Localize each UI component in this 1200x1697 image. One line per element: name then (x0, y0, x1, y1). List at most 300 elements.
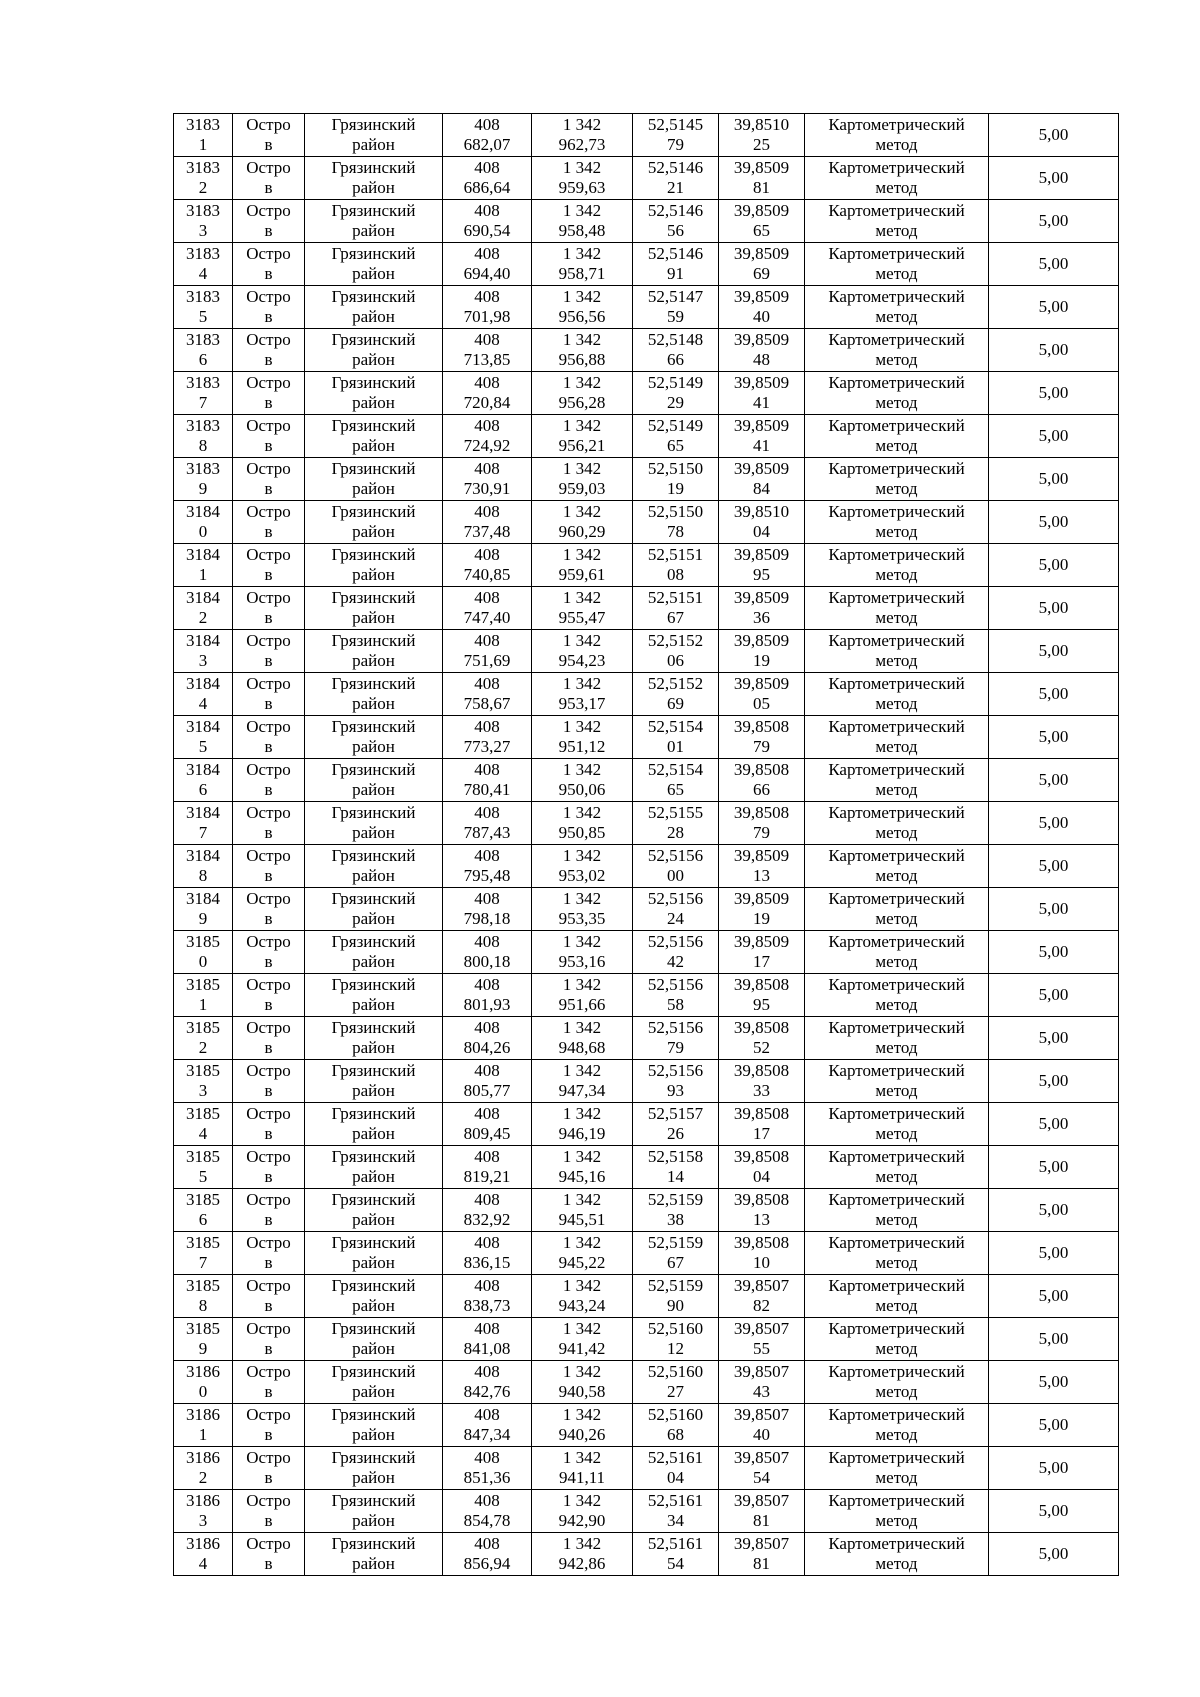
coord-x-cell (443, 1232, 532, 1275)
object-name-line: Остро (246, 717, 291, 736)
coord-x-cell (443, 1146, 532, 1189)
method-cell (805, 1017, 989, 1060)
table-row (174, 587, 1119, 630)
coord-y-cell (532, 1490, 633, 1533)
latitude-line: 14 (667, 1167, 684, 1186)
point-number-line: 3185 (186, 1018, 220, 1037)
longitude-cell (719, 544, 805, 587)
method-line: Картометрический (828, 1362, 965, 1381)
point-number-line: 6 (198, 1210, 208, 1229)
object-name-line: в (264, 479, 273, 498)
accuracy-value: 5,00 (1038, 125, 1069, 144)
coord-y-line: 1 342 (562, 1448, 602, 1467)
object-name-line: Остро (246, 631, 291, 650)
coord-x-line: 787,43 (463, 823, 511, 842)
accuracy-value: 5,00 (1038, 727, 1069, 746)
coord-y-line: 1 342 (562, 1018, 602, 1037)
coord-x-cell (443, 630, 532, 673)
method-cell (805, 1275, 989, 1318)
object-name-cell (233, 759, 305, 802)
longitude-cell (719, 1533, 805, 1576)
point-number-line: 3184 (186, 631, 220, 650)
method-line: метод (875, 1081, 918, 1100)
district-line: район (352, 221, 395, 240)
latitude-line: 52,5158 (647, 1147, 704, 1166)
latitude-cell (633, 1275, 719, 1318)
longitude-cell (719, 974, 805, 1017)
object-name-line: в (264, 1382, 273, 1401)
table-row (174, 372, 1119, 415)
district-line: Грязинский (331, 717, 416, 736)
longitude-line: 39,8510 (733, 115, 790, 134)
longitude-line: 81 (753, 1554, 770, 1573)
point-number-line: 3186 (186, 1448, 220, 1467)
coord-y-cell (532, 1361, 633, 1404)
latitude-cell (633, 329, 719, 372)
accuracy-value: 5,00 (1038, 1028, 1069, 1047)
longitude-line: 36 (753, 608, 770, 627)
object-name-line: в (264, 1554, 273, 1573)
point-number-line: 3 (198, 221, 208, 240)
method-line: метод (875, 780, 918, 799)
latitude-cell (633, 372, 719, 415)
latitude-cell (633, 1533, 719, 1576)
table-row (174, 888, 1119, 931)
longitude-line: 04 (753, 522, 770, 541)
document-page (173, 113, 1119, 1576)
point-number-line: 3186 (186, 1405, 220, 1424)
object-name-line: в (264, 178, 273, 197)
accuracy-cell (989, 157, 1119, 200)
method-line: метод (875, 565, 918, 584)
method-line: метод (875, 651, 918, 670)
method-cell (805, 372, 989, 415)
longitude-cell (719, 1060, 805, 1103)
table-row (174, 630, 1119, 673)
object-name-line: Остро (246, 373, 291, 392)
longitude-line: 05 (753, 694, 770, 713)
longitude-line: 39,8508 (733, 1104, 790, 1123)
coord-y-cell (532, 1060, 633, 1103)
point-number-line: 8 (198, 436, 208, 455)
district-cell (305, 1490, 443, 1533)
object-name-cell (233, 630, 305, 673)
object-name-cell (233, 974, 305, 1017)
object-name-line: в (264, 1038, 273, 1057)
longitude-line: 39,8509 (733, 545, 790, 564)
point-number-line: 3184 (186, 846, 220, 865)
coord-y-cell (532, 372, 633, 415)
object-name-cell (233, 415, 305, 458)
coord-y-cell (532, 802, 633, 845)
point-number-line: 5 (198, 1167, 208, 1186)
method-line: Картометрический (828, 115, 965, 134)
coord-y-line: 1 342 (562, 1276, 602, 1295)
longitude-line: 82 (753, 1296, 770, 1315)
method-line: Картометрический (828, 1104, 965, 1123)
point-number-line: 7 (198, 1253, 208, 1272)
longitude-line: 39,8509 (733, 846, 790, 865)
point-number-line: 3183 (186, 287, 220, 306)
accuracy-value: 5,00 (1038, 942, 1069, 961)
coord-y-cell (532, 1404, 633, 1447)
accuracy-cell (989, 1490, 1119, 1533)
point-number-line: 1 (198, 565, 208, 584)
coord-x-line: 408 (474, 932, 500, 951)
coord-x-cell (443, 1017, 532, 1060)
latitude-line: 67 (667, 608, 684, 627)
longitude-line: 39,8508 (733, 1147, 790, 1166)
object-name-cell (233, 114, 305, 157)
point-number-cell (174, 286, 233, 329)
district-line: район (352, 1038, 395, 1057)
longitude-line: 13 (753, 866, 770, 885)
district-cell (305, 1103, 443, 1146)
coord-y-cell (532, 1275, 633, 1318)
longitude-line: 39,8509 (733, 416, 790, 435)
district-line: Грязинский (331, 373, 416, 392)
point-number-cell (174, 1533, 233, 1576)
district-cell (305, 415, 443, 458)
method-line: Картометрический (828, 631, 965, 650)
coord-y-line: 945,51 (558, 1210, 606, 1229)
district-line: район (352, 1425, 395, 1444)
latitude-cell (633, 1447, 719, 1490)
coord-x-line: 408 (474, 1491, 500, 1510)
district-line: Грязинский (331, 1190, 416, 1209)
table-row (174, 1404, 1119, 1447)
object-name-cell (233, 1533, 305, 1576)
coord-y-line: 956,56 (558, 307, 606, 326)
point-number-cell (174, 1404, 233, 1447)
method-cell (805, 329, 989, 372)
point-number-line: 3185 (186, 1061, 220, 1080)
point-number-line: 3 (198, 651, 208, 670)
method-cell (805, 716, 989, 759)
method-cell (805, 1404, 989, 1447)
object-name-line: Остро (246, 1061, 291, 1080)
point-number-cell (174, 114, 233, 157)
latitude-line: 52,5160 (647, 1405, 704, 1424)
object-name-line: Остро (246, 416, 291, 435)
latitude-line: 52,5160 (647, 1362, 704, 1381)
longitude-line: 39,8507 (733, 1491, 790, 1510)
latitude-line: 24 (667, 909, 684, 928)
coord-y-line: 959,63 (558, 178, 606, 197)
object-name-line: Остро (246, 674, 291, 693)
coord-y-line: 945,16 (558, 1167, 606, 1186)
method-line: Картометрический (828, 287, 965, 306)
coord-x-line: 408 (474, 1233, 500, 1252)
coord-y-line: 953,02 (558, 866, 606, 885)
coord-x-line: 690,54 (463, 221, 511, 240)
coord-x-line: 408 (474, 1319, 500, 1338)
coord-x-line: 747,40 (463, 608, 511, 627)
coord-x-line: 854,78 (463, 1511, 511, 1530)
coord-y-cell (532, 1318, 633, 1361)
accuracy-value: 5,00 (1038, 512, 1069, 531)
coord-x-cell (443, 157, 532, 200)
district-line: район (352, 1468, 395, 1487)
object-name-line: Остро (246, 502, 291, 521)
coord-y-line: 1 342 (562, 416, 602, 435)
latitude-cell (633, 802, 719, 845)
coord-y-line: 953,16 (558, 952, 606, 971)
coord-x-line: 780,41 (463, 780, 511, 799)
method-line: Картометрический (828, 416, 965, 435)
coord-y-line: 950,06 (558, 780, 606, 799)
coord-x-line: 408 (474, 674, 500, 693)
longitude-cell (719, 630, 805, 673)
district-cell (305, 1447, 443, 1490)
coord-x-line: 805,77 (463, 1081, 511, 1100)
latitude-cell (633, 888, 719, 931)
district-line: район (352, 694, 395, 713)
district-line: район (352, 1081, 395, 1100)
longitude-line: 39,8508 (733, 1018, 790, 1037)
district-line: район (352, 1167, 395, 1186)
district-cell (305, 974, 443, 1017)
latitude-line: 21 (667, 178, 684, 197)
coord-y-line: 962,73 (558, 135, 606, 154)
accuracy-cell (989, 329, 1119, 372)
method-cell (805, 286, 989, 329)
district-line: район (352, 307, 395, 326)
district-cell (305, 1017, 443, 1060)
method-line: Картометрический (828, 201, 965, 220)
object-name-line: Остро (246, 1362, 291, 1381)
object-name-line: в (264, 1296, 273, 1315)
district-cell (305, 630, 443, 673)
district-line: район (352, 823, 395, 842)
coord-x-line: 408 (474, 1147, 500, 1166)
district-cell (305, 1189, 443, 1232)
coord-x-line: 408 (474, 416, 500, 435)
latitude-cell (633, 1404, 719, 1447)
district-line: Грязинский (331, 502, 416, 521)
point-number-line: 3183 (186, 416, 220, 435)
coord-x-line: 795,48 (463, 866, 511, 885)
coord-x-cell (443, 845, 532, 888)
method-line: метод (875, 178, 918, 197)
object-name-cell (233, 1017, 305, 1060)
point-number-line: 6 (198, 780, 208, 799)
longitude-line: 19 (753, 651, 770, 670)
object-name-cell (233, 458, 305, 501)
object-name-line: в (264, 1511, 273, 1530)
district-line: Грязинский (331, 115, 416, 134)
coord-y-cell (532, 329, 633, 372)
district-cell (305, 759, 443, 802)
latitude-cell (633, 1189, 719, 1232)
table-row (174, 544, 1119, 587)
latitude-cell (633, 630, 719, 673)
object-name-line: Остро (246, 1190, 291, 1209)
object-name-line: Остро (246, 1319, 291, 1338)
table-row (174, 1318, 1119, 1361)
coord-y-cell (532, 974, 633, 1017)
district-line: Грязинский (331, 1061, 416, 1080)
point-number-line: 3186 (186, 1491, 220, 1510)
district-line: Грязинский (331, 631, 416, 650)
longitude-line: 39,8509 (733, 158, 790, 177)
point-number-line: 3185 (186, 1233, 220, 1252)
coord-y-line: 958,71 (558, 264, 606, 283)
district-line: район (352, 264, 395, 283)
longitude-line: 39,8507 (733, 1405, 790, 1424)
coord-x-line: 851,36 (463, 1468, 511, 1487)
coord-x-cell (443, 716, 532, 759)
coord-y-line: 942,86 (558, 1554, 606, 1573)
district-cell (305, 1404, 443, 1447)
table-row (174, 716, 1119, 759)
object-name-line: в (264, 264, 273, 283)
coord-y-cell (532, 1447, 633, 1490)
point-number-line: 3183 (186, 373, 220, 392)
district-line: район (352, 393, 395, 412)
object-name-line: Остро (246, 975, 291, 994)
object-name-line: в (264, 737, 273, 756)
latitude-cell (633, 1232, 719, 1275)
coord-y-line: 1 342 (562, 1233, 602, 1252)
longitude-line: 39,8509 (733, 201, 790, 220)
coord-x-cell (443, 802, 532, 845)
longitude-line: 84 (753, 479, 770, 498)
longitude-line: 39,8508 (733, 760, 790, 779)
accuracy-cell (989, 673, 1119, 716)
object-name-line: Остро (246, 932, 291, 951)
latitude-line: 67 (667, 1253, 684, 1272)
latitude-line: 19 (667, 479, 684, 498)
point-number-line: 3185 (186, 1190, 220, 1209)
coord-y-line: 1 342 (562, 889, 602, 908)
object-name-line: Остро (246, 244, 291, 263)
coord-x-line: 408 (474, 545, 500, 564)
coord-x-line: 804,26 (463, 1038, 511, 1057)
district-line: район (352, 737, 395, 756)
coord-y-line: 1 342 (562, 1405, 602, 1424)
coord-y-line: 1 342 (562, 158, 602, 177)
object-name-line: Остро (246, 1405, 291, 1424)
method-line: метод (875, 522, 918, 541)
latitude-cell (633, 1146, 719, 1189)
coord-y-cell (532, 1146, 633, 1189)
point-number-line: 3184 (186, 889, 220, 908)
point-number-line: 5 (198, 307, 208, 326)
point-number-line: 9 (198, 1339, 208, 1358)
object-name-line: в (264, 393, 273, 412)
method-line: Картометрический (828, 717, 965, 736)
coord-y-line: 941,42 (558, 1339, 606, 1358)
longitude-cell (719, 458, 805, 501)
method-cell (805, 1447, 989, 1490)
coord-y-cell (532, 200, 633, 243)
coord-x-cell (443, 587, 532, 630)
district-line: район (352, 1554, 395, 1573)
point-number-line: 3184 (186, 803, 220, 822)
coord-x-line: 408 (474, 373, 500, 392)
longitude-cell (719, 286, 805, 329)
latitude-line: 04 (667, 1468, 684, 1487)
coord-y-line: 956,21 (558, 436, 606, 455)
coord-x-cell (443, 200, 532, 243)
latitude-line: 54 (667, 1554, 684, 1573)
district-line: район (352, 866, 395, 885)
point-number-line: 1 (198, 1425, 208, 1444)
coord-x-line: 408 (474, 975, 500, 994)
object-name-line: в (264, 1124, 273, 1143)
method-line: метод (875, 479, 918, 498)
latitude-line: 68 (667, 1425, 684, 1444)
accuracy-cell (989, 1318, 1119, 1361)
object-name-line: в (264, 866, 273, 885)
longitude-line: 95 (753, 995, 770, 1014)
district-line: район (352, 1296, 395, 1315)
coord-y-cell (532, 1017, 633, 1060)
table-row (174, 157, 1119, 200)
coord-x-cell (443, 1060, 532, 1103)
table-row (174, 1490, 1119, 1533)
object-name-line: в (264, 307, 273, 326)
longitude-line: 40 (753, 1425, 770, 1444)
coord-x-line: 737,48 (463, 522, 511, 541)
coord-x-line: 408 (474, 1448, 500, 1467)
method-line: метод (875, 436, 918, 455)
accuracy-cell (989, 931, 1119, 974)
point-number-line: 3183 (186, 158, 220, 177)
point-number-line: 3183 (186, 459, 220, 478)
object-name-line: Остро (246, 330, 291, 349)
district-line: район (352, 651, 395, 670)
latitude-line: 52,5156 (647, 846, 704, 865)
accuracy-value: 5,00 (1038, 1243, 1069, 1262)
point-number-cell (174, 845, 233, 888)
method-cell (805, 931, 989, 974)
longitude-line: 39,8508 (733, 1190, 790, 1209)
coord-y-line: 1 342 (562, 244, 602, 263)
longitude-cell (719, 888, 805, 931)
object-name-cell (233, 1447, 305, 1490)
coord-x-cell (443, 243, 532, 286)
district-cell (305, 1533, 443, 1576)
longitude-line: 39,8509 (733, 244, 790, 263)
point-number-cell (174, 1318, 233, 1361)
coord-x-cell (443, 974, 532, 1017)
coord-y-cell (532, 673, 633, 716)
point-number-line: 2 (198, 1468, 208, 1487)
longitude-cell (719, 845, 805, 888)
table-row (174, 759, 1119, 802)
coord-x-cell (443, 114, 532, 157)
longitude-line: 39,8508 (733, 717, 790, 736)
accuracy-value: 5,00 (1038, 1286, 1069, 1305)
method-line: Картометрический (828, 158, 965, 177)
point-number-line: 3184 (186, 545, 220, 564)
method-line: метод (875, 995, 918, 1014)
object-name-line: Остро (246, 287, 291, 306)
object-name-line: в (264, 1167, 273, 1186)
point-number-line: 3185 (186, 1276, 220, 1295)
coord-y-cell (532, 243, 633, 286)
accuracy-cell (989, 372, 1119, 415)
object-name-cell (233, 1060, 305, 1103)
accuracy-cell (989, 1060, 1119, 1103)
method-cell (805, 1060, 989, 1103)
district-line: Грязинский (331, 1319, 416, 1338)
method-cell (805, 200, 989, 243)
accuracy-cell (989, 1017, 1119, 1060)
coord-y-line: 1 342 (562, 373, 602, 392)
